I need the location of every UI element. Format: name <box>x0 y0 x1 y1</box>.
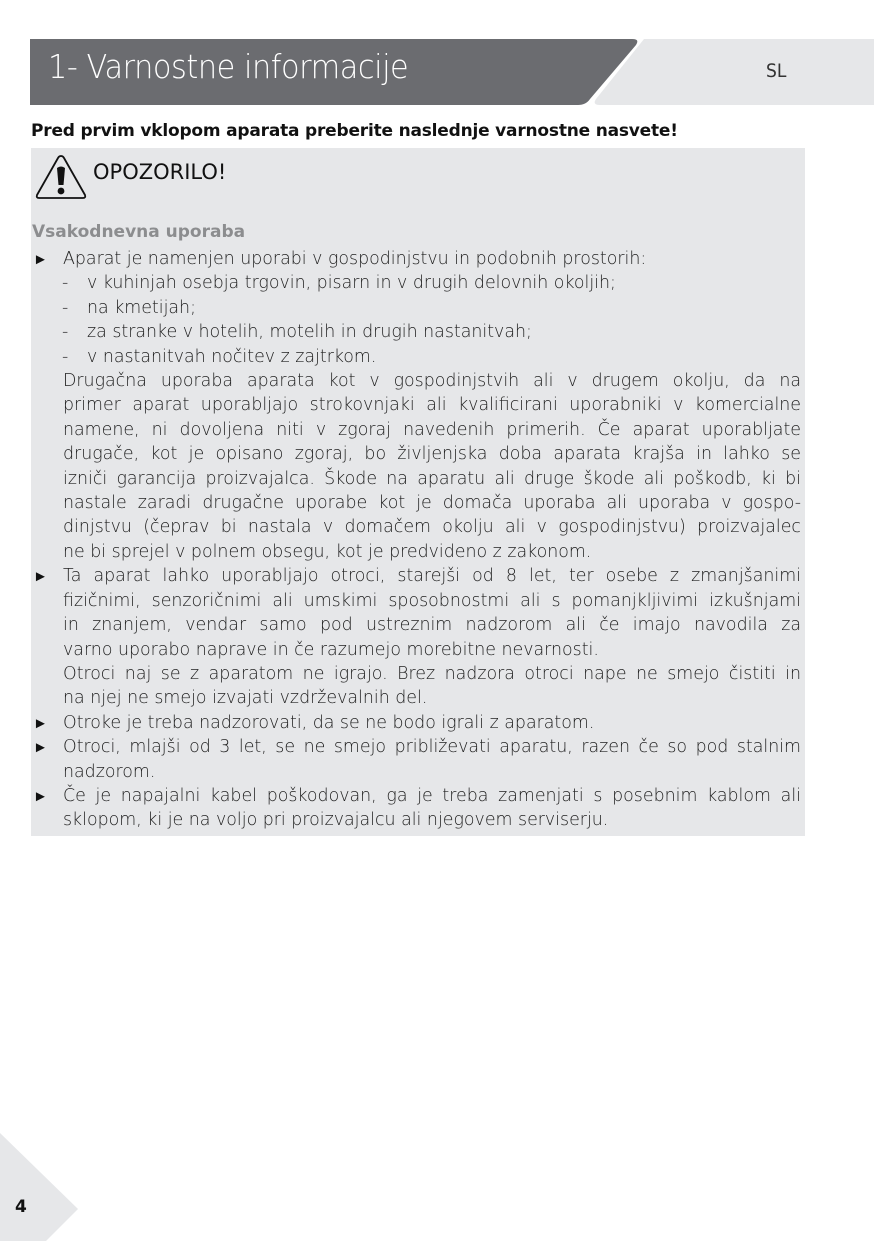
list-item-line: sklopom, ki je na voljo pri proizvajalcu ali njegovem serviserju. <box>63 810 609 831</box>
list-item-line: Otroci, mlajši od 3 let, se ne smejo približevati aparatu, razen če so pod stalnim <box>63 737 801 758</box>
list-item-text: Aparat je namenjen uporabi v gospodinjstvu in podobnih prostorih: <box>63 249 647 269</box>
paragraph-line: izniči garancija proizvajalca. Škode na aparatu ali druge škode ali poškodb, ki bi <box>63 468 801 489</box>
page-number: 4 <box>15 1197 27 1217</box>
paragraph-line: ne bi sprejel v polnem obsegu, kot je predvideno z zakonom. <box>63 541 592 562</box>
paragraph-line: drugače, kot je opisano zgoraj, bo življenjska doba aparata krajša in lahko se <box>63 444 801 465</box>
list-item-line: Ta aparat lahko uporabljajo otroci, starejši od 8 let, ter osebe z zmanjšanimi <box>63 566 801 587</box>
warning-triangle-icon <box>34 153 88 201</box>
paragraph-line: nastale zaradi drugačne uporabe kot je domača uporaba ali uporaba v gospo- <box>63 493 801 514</box>
list-item-line: Otroke je treba nadzorovati, da se ne bodo igrali z aparatom. <box>63 712 595 733</box>
list-item <box>31 564 801 710</box>
list-item-line: Otroci naj se z aparatom ne igrajo. Brez nadzora otroci nape ne smejo čistiti in <box>63 663 801 684</box>
sub-list-item-text: za stranke v hotelih, motelih in drugih nastanitvah; <box>87 322 532 343</box>
list-item <box>31 784 801 833</box>
usage-paragraph <box>31 369 801 564</box>
sub-list-item: - na kmetijah; <box>62 297 196 318</box>
list-item-line: in znanjem, vendar samo pod ustreznim nadzorom ali če imajo navodila za <box>63 615 801 636</box>
bullet-arrow-icon: ► <box>33 713 48 732</box>
warning-label: OPOZORILO! <box>93 160 227 184</box>
sub-list-item-text: v nastanitvah nočitev z zajtrkom. <box>87 346 377 367</box>
safety-list <box>31 247 801 833</box>
chapter-title: 1- Varnostne informacije <box>48 47 409 86</box>
list-item-line: Če je napajalni kabel poškodovan, ga je treba zamenjati s posebnim kablom ali <box>63 785 801 806</box>
list-item-line: na njej ne smejo izvajati vzdrževalnih del. <box>63 688 428 709</box>
bullet-arrow-icon: ► <box>33 250 48 268</box>
paragraph-line: dinjstvu (čeprav bi nastala v domačem okolju ali v gospodinjstvu) proizvajalec <box>63 517 801 538</box>
chapter-header-band <box>30 39 640 105</box>
section-heading: Vsakodnevna uporaba <box>32 222 246 242</box>
paragraph-line: primer aparat uporabljajo strokovnjaki ali kvalificirani uporabniki v komercialne <box>63 395 801 416</box>
list-item <box>31 247 801 271</box>
list-item-line: nadzorom. <box>63 761 156 782</box>
sub-list-item-text: na kmetijah; <box>87 297 196 318</box>
page-tab-shape <box>0 1133 80 1241</box>
list-item-line: varno uporabo naprave in če razumejo morebitne nevarnosti. <box>63 639 599 660</box>
warning-block <box>34 153 88 201</box>
list-item <box>31 735 801 784</box>
sub-list-item: - v nastanitvah nočitev z zajtrkom. <box>62 346 377 367</box>
intro-instruction: Pred prvim vklopom aparata preberite naslednje varnostne nasvete! <box>31 121 678 141</box>
bullet-arrow-icon: ► <box>33 786 48 805</box>
language-tab-shape <box>592 39 874 105</box>
list-item-line: fizičnimi, senzoričnimi ali umskimi sposobnostmi ali s pomanjkljivimi izkušnjami <box>63 590 801 611</box>
sub-list-item-text: v kuhinjah osebja trgovin, pisarn in v drugih delovnih okoljih; <box>87 273 616 294</box>
language-code: SL <box>766 60 787 82</box>
bullet-arrow-icon: ► <box>33 738 48 757</box>
sub-list-item: - za stranke v hotelih, motelih in drugih nastanitvah; <box>62 322 532 343</box>
paragraph-line: Drugačna uporaba aparata kot v gospodinjstvih ali v drugem okolju, da na <box>63 371 801 392</box>
safety-info-box <box>31 148 805 836</box>
paragraph-line: namene, ni dovoljena niti v zgoraj navedenih primerih. Če aparat uporabljate <box>63 419 801 440</box>
bullet-arrow-icon: ► <box>33 567 48 586</box>
language-tab <box>592 39 874 105</box>
list-item <box>31 711 801 735</box>
page-number-tab <box>0 1133 80 1241</box>
sub-list-item: - v kuhinjah osebja trgovin, pisarn in v drugih delovnih okoljih; <box>62 273 616 294</box>
